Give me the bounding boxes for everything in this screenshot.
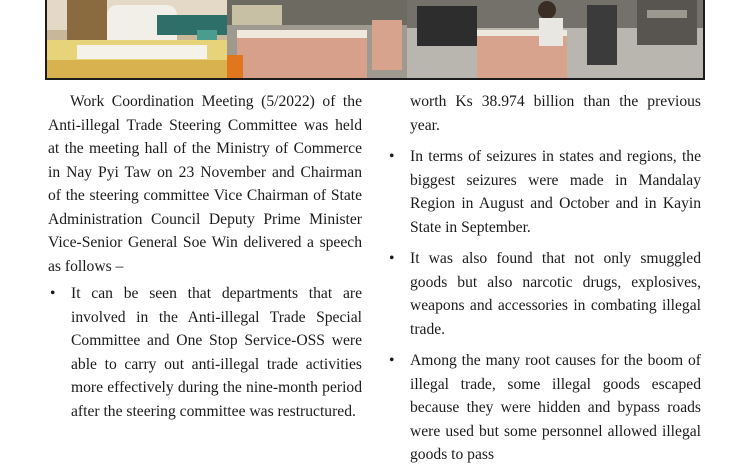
bullet-icon: • xyxy=(50,285,56,302)
list-item xyxy=(387,247,701,341)
bullet-text: Among the many root causes for the boom of illegal trade, some illegal goods escaped because they were hidden and bypass roads were used but some personnel allowed illegal goods to pass xyxy=(410,352,701,463)
bullet-icon: • xyxy=(389,250,395,267)
intro-paragraph: Work Coordination Meeting (5/2022) of the Anti-illegal Trade Steering Committee was held at the meeting hall of the Ministry of Commerce in Nay Pyi Taw on 23 November and Chairman of the steering committee Vice Chairman of State Administration Council Deputy Prime Minister Vice-Senior General Soe Win delivered a speech as follows – xyxy=(48,93,362,275)
list-item xyxy=(48,282,362,423)
bullet-text: In terms of seizures in states and regions, the biggest seizures were made in Mandalay Region in August and October and in Kayin State in September. xyxy=(410,148,701,236)
meeting-photo-strip xyxy=(45,0,705,80)
bullet-icon: • xyxy=(389,148,395,165)
bullet-icon: • xyxy=(389,352,395,369)
continued-paragraph: worth Ks 38.974 billion than the previous year. xyxy=(410,93,701,134)
right-column xyxy=(387,90,701,475)
bullet-text: It was also found that not only smuggled goods but also narcotic drugs, explosives, weapons and accessories in combating illegal trade. xyxy=(410,250,701,338)
bullet-text: It can be seen that departments that are involved in the Anti-illegal Trade Special Committee and One Stop Service-OSS were able to carry out anti-illegal trade activities more effectively during the nine-month period after the steering committee was restructured. xyxy=(71,285,362,420)
list-item xyxy=(387,145,701,239)
list-item xyxy=(387,349,701,467)
meeting-photo xyxy=(47,0,703,78)
left-column xyxy=(48,90,362,431)
